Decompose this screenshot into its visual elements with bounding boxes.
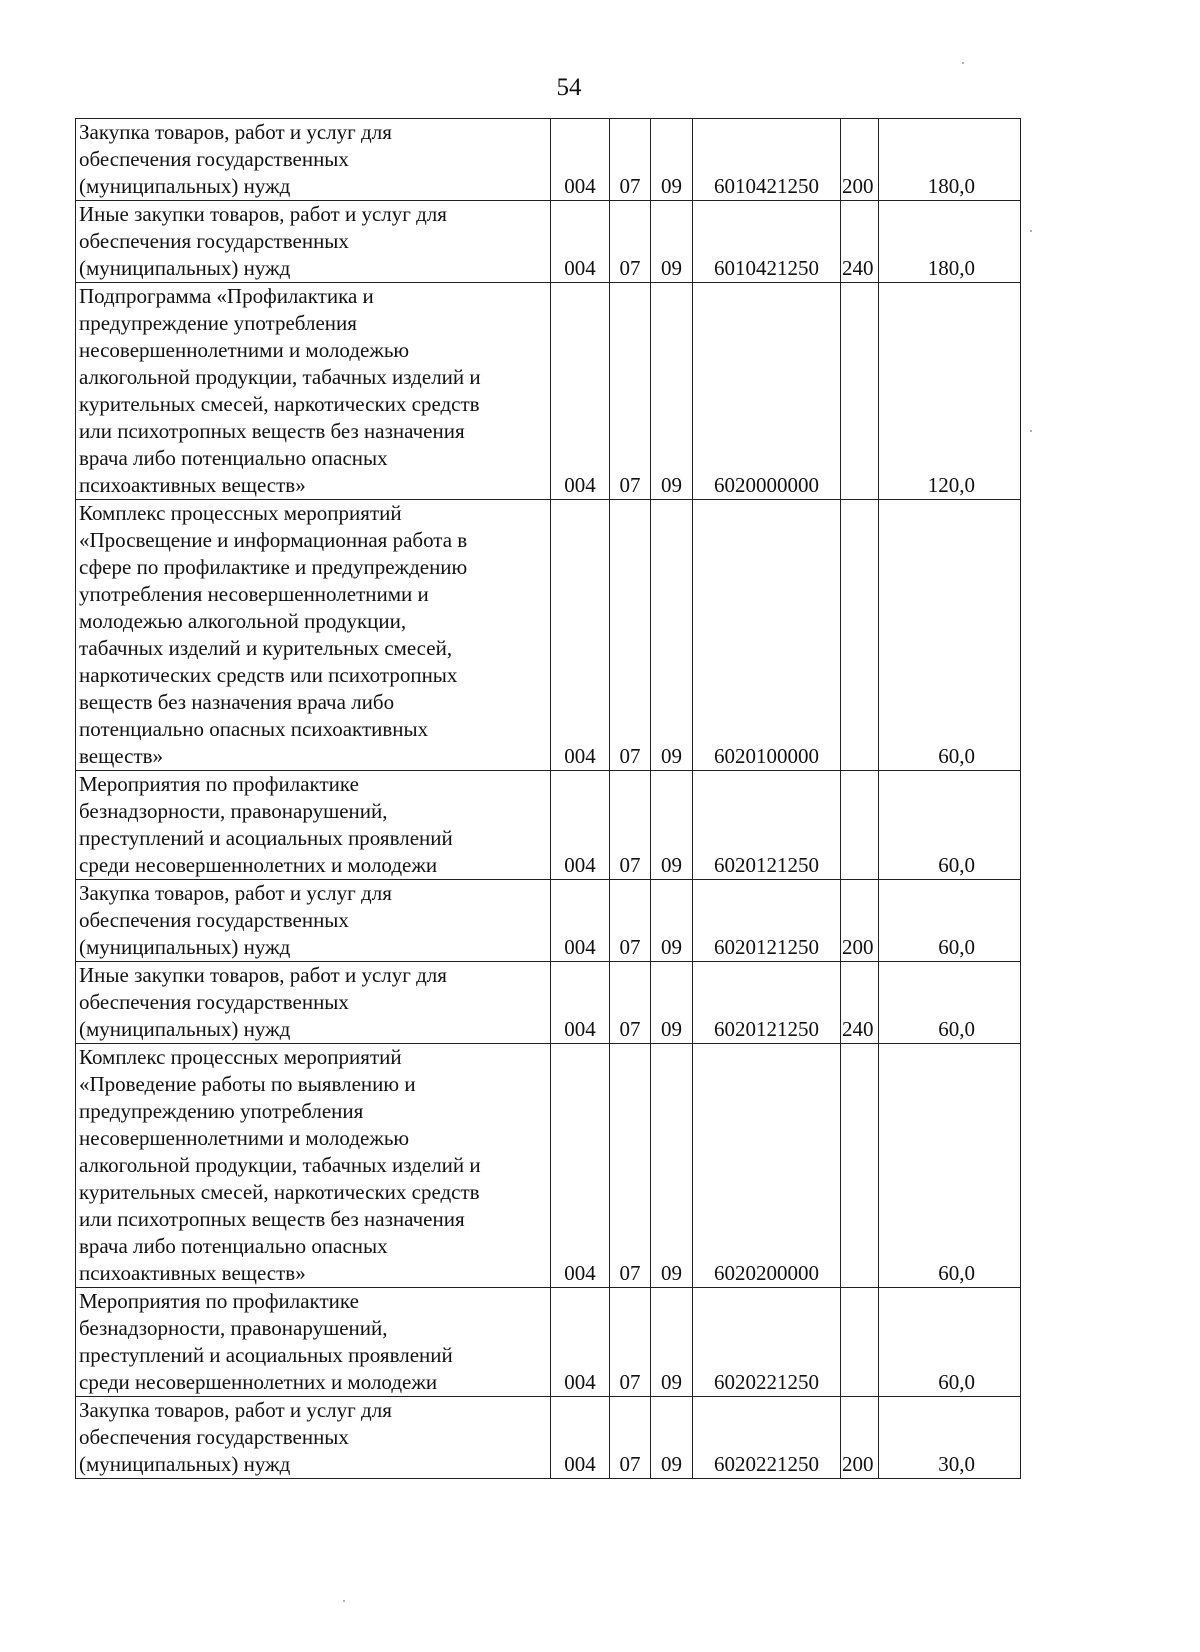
amount-cell: 60,0 <box>879 1288 1021 1397</box>
description-line: или психотропных веществ без назначения <box>79 1207 465 1231</box>
description-line: Комплекс процессных мероприятий <box>79 501 402 525</box>
description-line: (муниципальных) нужд <box>79 256 291 280</box>
table-row <box>76 119 1021 201</box>
amount-cell: 60,0 <box>879 500 1021 771</box>
description-line: обеспечения государственных <box>79 1425 349 1449</box>
section-code-cell: 07 <box>610 119 651 201</box>
target-article-cell: 6020000000 <box>693 283 841 500</box>
target-article-cell: 6020121250 <box>693 962 841 1044</box>
table-row <box>76 1044 1021 1288</box>
description-line: веществ без назначения врача либо <box>79 690 395 714</box>
expense-type-cell: 240 <box>841 962 879 1044</box>
ministry-code-cell: 004 <box>551 119 610 201</box>
subsection-code-cell: 09 <box>651 962 693 1044</box>
expense-type-cell: 240 <box>841 201 879 283</box>
description-line: обеспечения государственных <box>79 229 349 253</box>
description-line: Иные закупки товаров, работ и услуг для <box>79 202 447 226</box>
scan-speck <box>1030 430 1032 432</box>
description-line: обеспечения государственных <box>79 147 349 171</box>
target-article-cell: 6020100000 <box>693 500 841 771</box>
target-article-cell: 6020221250 <box>693 1288 841 1397</box>
ministry-code-cell: 004 <box>551 283 610 500</box>
description-line: алкогольной продукции, табачных изделий и <box>79 1153 481 1177</box>
section-code-cell: 07 <box>610 1288 651 1397</box>
section-code-cell: 07 <box>610 771 651 880</box>
subsection-code-cell: 09 <box>651 880 693 962</box>
ministry-code-cell: 004 <box>551 500 610 771</box>
section-code-cell: 07 <box>610 880 651 962</box>
subsection-code-cell: 09 <box>651 500 693 771</box>
description-line: потенциально опасных психоактивных <box>79 717 429 741</box>
description-line: несовершеннолетними и молодежью <box>79 338 410 362</box>
row-description <box>76 962 551 1044</box>
expense-type-cell <box>841 283 879 500</box>
row-description <box>76 1044 551 1288</box>
description-line: употребления несовершеннолетними и <box>79 582 429 606</box>
description-line: среди несовершеннолетних и молодежи <box>79 853 438 877</box>
description-line: предупреждение употребления <box>79 311 357 335</box>
expense-type-cell <box>841 1044 879 1288</box>
expense-type-cell <box>841 771 879 880</box>
description-line: Закупка товаров, работ и услуг для <box>79 1398 392 1422</box>
row-description <box>76 119 551 201</box>
row-description <box>76 880 551 962</box>
ministry-code-cell: 004 <box>551 771 610 880</box>
table-row <box>76 880 1021 962</box>
section-code-cell: 07 <box>610 283 651 500</box>
description-line: безнадзорности, правонарушений, <box>79 799 388 823</box>
description-line: (муниципальных) нужд <box>79 935 291 959</box>
description-line: врача либо потенциально опасных <box>79 446 388 470</box>
description-line: обеспечения государственных <box>79 990 349 1014</box>
description-line: предупреждению употребления <box>79 1099 364 1123</box>
table-row <box>76 500 1021 771</box>
amount-cell: 180,0 <box>879 201 1021 283</box>
description-line: преступлений и асоциальных проявлений <box>79 826 453 850</box>
ministry-code-cell: 004 <box>551 1288 610 1397</box>
description-line: обеспечения государственных <box>79 908 349 932</box>
target-article-cell: 6020221250 <box>693 1397 841 1479</box>
amount-cell: 60,0 <box>879 962 1021 1044</box>
subsection-code-cell: 09 <box>651 1397 693 1479</box>
subsection-code-cell: 09 <box>651 201 693 283</box>
description-line: (муниципальных) нужд <box>79 1452 291 1476</box>
row-description <box>76 1288 551 1397</box>
description-line: (муниципальных) нужд <box>79 1017 291 1041</box>
subsection-code-cell: 09 <box>651 771 693 880</box>
amount-cell: 30,0 <box>879 1397 1021 1479</box>
expense-type-cell: 200 <box>841 119 879 201</box>
table-row <box>76 962 1021 1044</box>
ministry-code-cell: 004 <box>551 201 610 283</box>
amount-cell: 120,0 <box>879 283 1021 500</box>
target-article-cell: 6010421250 <box>693 119 841 201</box>
description-line: табачных изделий и курительных смесей, <box>79 636 453 660</box>
description-line: молодежью алкогольной продукции, <box>79 609 407 633</box>
description-line: или психотропных веществ без назначения <box>79 419 465 443</box>
description-line: курительных смесей, наркотических средств <box>79 392 480 416</box>
table-row <box>76 771 1021 880</box>
ministry-code-cell: 004 <box>551 962 610 1044</box>
expense-type-cell <box>841 500 879 771</box>
target-article-cell: 6020121250 <box>693 771 841 880</box>
target-article-cell: 6020121250 <box>693 880 841 962</box>
description-line: Подпрограмма «Профилактика и <box>79 284 374 308</box>
target-article-cell: 6020200000 <box>693 1044 841 1288</box>
section-code-cell: 07 <box>610 1397 651 1479</box>
description-line: Мероприятия по профилактике <box>79 1289 359 1313</box>
section-code-cell: 07 <box>610 500 651 771</box>
expense-type-cell: 200 <box>841 1397 879 1479</box>
description-line: (муниципальных) нужд <box>79 174 291 198</box>
scan-speck <box>1030 230 1032 232</box>
row-description <box>76 1397 551 1479</box>
scan-speck <box>962 62 964 64</box>
row-description <box>76 500 551 771</box>
subsection-code-cell: 09 <box>651 119 693 201</box>
description-line: среди несовершеннолетних и молодежи <box>79 1370 438 1394</box>
description-line: Закупка товаров, работ и услуг для <box>79 881 392 905</box>
subsection-code-cell: 09 <box>651 1288 693 1397</box>
description-line: врача либо потенциально опасных <box>79 1234 388 1258</box>
ministry-code-cell: 004 <box>551 880 610 962</box>
description-line: Комплекс процессных мероприятий <box>79 1045 402 1069</box>
description-line: веществ» <box>79 744 164 768</box>
subsection-code-cell: 09 <box>651 1044 693 1288</box>
scan-speck <box>343 1600 345 1602</box>
description-line: Закупка товаров, работ и услуг для <box>79 120 392 144</box>
row-description <box>76 283 551 500</box>
description-line: преступлений и асоциальных проявлений <box>79 1343 453 1367</box>
expense-type-cell: 200 <box>841 880 879 962</box>
amount-cell: 60,0 <box>879 1044 1021 1288</box>
budget-table <box>75 118 1021 1479</box>
description-line: психоактивных веществ» <box>79 473 306 497</box>
section-code-cell: 07 <box>610 962 651 1044</box>
subsection-code-cell: 09 <box>651 283 693 500</box>
description-line: несовершеннолетними и молодежью <box>79 1126 410 1150</box>
description-line: «Просвещение и информационная работа в <box>79 528 468 552</box>
amount-cell: 180,0 <box>879 119 1021 201</box>
table-row <box>76 201 1021 283</box>
table-row <box>76 1397 1021 1479</box>
row-description <box>76 771 551 880</box>
section-code-cell: 07 <box>610 201 651 283</box>
description-line: алкогольной продукции, табачных изделий и <box>79 365 481 389</box>
expense-type-cell <box>841 1288 879 1397</box>
target-article-cell: 6010421250 <box>693 201 841 283</box>
ministry-code-cell: 004 <box>551 1397 610 1479</box>
description-line: безнадзорности, правонарушений, <box>79 1316 388 1340</box>
ministry-code-cell: 004 <box>551 1044 610 1288</box>
table-row <box>76 1288 1021 1397</box>
description-line: сфере по профилактике и предупреждению <box>79 555 468 579</box>
description-line: Иные закупки товаров, работ и услуг для <box>79 963 447 987</box>
section-code-cell: 07 <box>610 1044 651 1288</box>
amount-cell: 60,0 <box>879 880 1021 962</box>
description-line: Мероприятия по профилактике <box>79 772 359 796</box>
table-row <box>76 283 1021 500</box>
description-line: курительных смесей, наркотических средств <box>79 1180 480 1204</box>
description-line: «Проведение работы по выявлению и <box>79 1072 416 1096</box>
row-description <box>76 201 551 283</box>
page-number: 54 <box>556 74 582 101</box>
amount-cell: 60,0 <box>879 771 1021 880</box>
description-line: наркотических средств или психотропных <box>79 663 458 687</box>
description-line: психоактивных веществ» <box>79 1261 306 1285</box>
